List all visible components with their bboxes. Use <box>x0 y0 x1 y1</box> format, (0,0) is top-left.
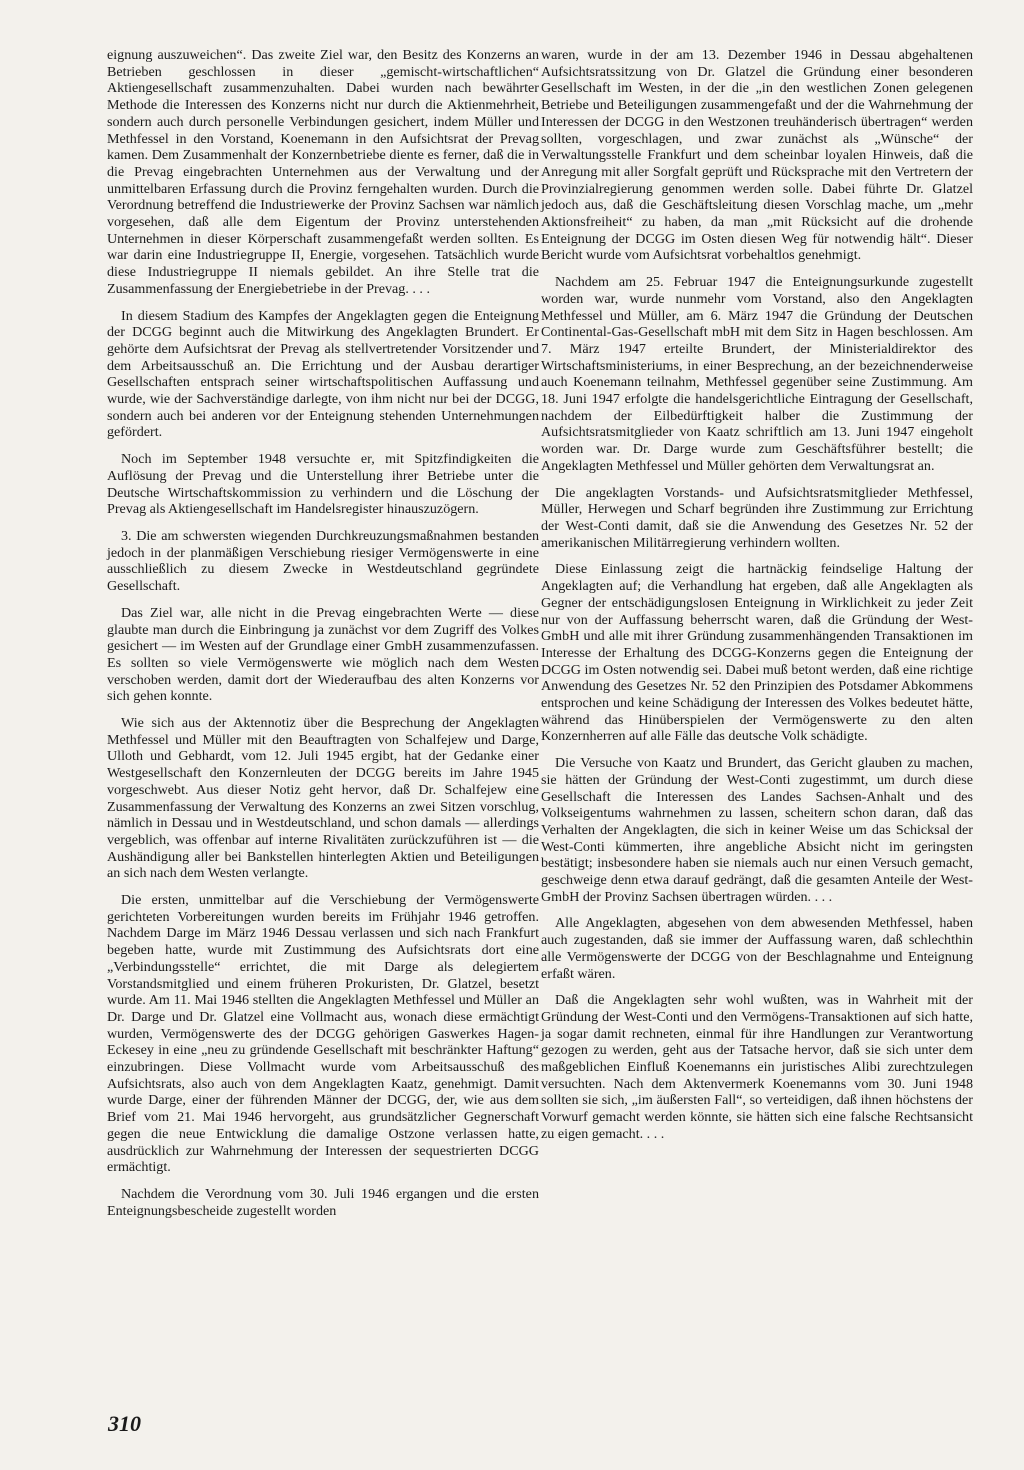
paragraph: 3. Die am schwersten wiegenden Durchkreuzungsmaßnahmen bestanden jedoch in der planmäßigen Verschiebung riesiger Vermögenswerte in eine ausschließlich zu diesem Zwecke in Westdeutschland gegründete Gesellschaft. <box>107 527 539 595</box>
left-column <box>107 47 539 1229</box>
paragraph: Nachdem am 25. Februar 1947 die Enteignungsurkunde zugestellt worden war, wurde nunmehr vom Vorstand, also den Angeklagten Methfessel und Müller, am 6. März 1947 die Gründung der Deutschen Continental-Gas-Gesellschaft mbH mit dem Sitz in Hagen beschlossen. Am 7. März 1947 erteilte Brundert, der Ministerialdirektor des Wirtschaftsministeriums, in einer Besprechung, an der bezeichnenderweise auch Koenemann teilnahm, Methfessel gegenüber seine Zustimmung. Am 18. Juni 1947 erfolgte die handelsgerichtliche Eintragung der Gesellschaft, nachdem der Eilbedürftigkeit halber die Zustimmung der Aufsichtsratsmitglieder von Kaatz schriftlich am 13. Juni 1947 eingeholt worden war. Dr. Darge wurde zum Geschäftsführer bestellt; die Angeklagten Methfessel und Müller gehörten dem Verwaltungsrat an. <box>541 274 973 474</box>
paragraph: Die Versuche von Kaatz und Brundert, das Gericht glauben zu machen, sie hätten der Gründung der West-Conti zugestimmt, um durch diese Gesellschaft die Interessen des Landes Sachsen-Anhalt und des Volkseigentums wahrnehmen zu lassen, scheitern schon daran, daß das Verhalten der Angeklagten, die sich in keiner Weise um das Schicksal der West-Conti kümmerten, ihre angebliche Absicht nicht im geringsten bestätigt; insbesondere haben sie niemals auch nur einen Versuch gemacht, geschweige denn etwa darauf gedrängt, daß die gesamten Anteile der West-GmbH der Provinz Sachsen übertragen würden. . . . <box>541 755 973 905</box>
paragraph: eignung auszuweichen“. Das zweite Ziel war, den Besitz des Konzerns an Betrieben geschlossen in dieser „gemischt-wirtschaftlichen“ Aktiengesellschaft zusammenzuhalten. Dabei wurden nach bewährter Methode die Interessen des Konzerns nicht nur durch die Aktienmehrheit, sondern auch durch personelle Verbindungen gesichert, indem Müller und Methfessel in den Vorstand, Koenemann in den Aufsichtsrat der Prevag kamen. Dem Zusammenhalt der Konzernbetriebe diente es ferner, daß die in die Prevag eingebrachten Unternehmen aus der Verwaltung und der unmittelbaren Erfassung durch die Provinz ferngehalten wurden. Durch die Verordnung betreffend die Industriewerke der Provinz Sachsen war nämlich vorgesehen, daß alle dem Eigentum der Provinz unterstehenden Unternehmen in dieser Körperschaft zusammengefaßt werden sollten. Es war darin eine Industriegruppe II, Energie, vorgesehen. Tatsächlich wurde diese Industriegruppe II niemals gebildet. An ihre Stelle trat die Zusammenfassung der Energiebetriebe in der Prevag. . . . <box>107 47 539 297</box>
paragraph: In diesem Stadium des Kampfes der Angeklagten gegen die Enteignung der DCGG beginnt auch die Mitwirkung des Angeklagten Brundert. Er gehörte dem Aufsichtsrat der Prevag als stellvertretender Vorsitzender und dem Arbeitsausschuß an. Die Errichtung und der Ausbau derartiger Gesellschaften entsprach seiner wirtschaftspolitischen Auffassung und wurde, wie der Sachverständige darlegte, von ihm nicht nur bei der DCGG, sondern auch bei anderen vor der Enteignung stehenden Unternehmungen gefördert. <box>107 307 539 441</box>
paragraph: Die angeklagten Vorstands- und Aufsichtsratsmitglieder Methfessel, Müller, Herwegen und Scharf begründen ihre Zustimmung zur Errichtung der West-Conti damit, daß sie die Anwendung des Gesetzes Nr. 52 der amerikanischen Militärregierung verhindern wollten. <box>541 484 973 551</box>
page-number: 310 <box>108 1411 141 1436</box>
paragraph: Daß die Angeklagten sehr wohl wußten, was in Wahrheit mit der Gründung der West-Conti und den Vermögens-Transaktionen auf sich hatte, ja sogar damit rechneten, einmal für ihre Handlungen zur Verantwortung gezogen zu werden, geht aus der Tatsache hervor, daß sie sich unter dem maßgeblichen Einfluß Koenemanns ein juristisches Alibi zurechtzulegen versuchten. Nach dem Aktenvermerk Koenemanns vom 30. Juni 1948 sollten sie sich, „im äußersten Fall“, so verteidigen, daß ihnen höchstens der Vorwurf gemacht werden könnte, sie hätten sich eine falsche Rechtsansicht zu eigen gemacht. . . . <box>541 992 973 1142</box>
right-column <box>541 47 973 1153</box>
paragraph: Wie sich aus der Aktennotiz über die Besprechung der Angeklagten Methfessel und Müller mit den Beauftragten von Schalfejew und Darge, Ulloth und Gebhardt, vom 12. Juli 1945 ergibt, hat der Gedanke einer Westgesellschaft den Konzernleuten der DCGG bereits im Jahre 1945 vorgeschwebt. Aus dieser Notiz geht hervor, daß Dr. Schalfejew eine Zusammenfassung der Verwaltung des Konzerns an zwei Sitzen vorschlug, nämlich in Dessau und in Westdeutschland, und schon damals — allerdings vergeblich, was offenbar auf interne Rivalitäten zurückzuführen ist — die Aushändigung aller bei Bankstellen hinterlegten Aktien und Beteiligungen an sich nach dem Westen verlangte. <box>107 715 539 882</box>
paragraph: Alle Angeklagten, abgesehen von dem abwesenden Methfessel, haben auch zugestanden, daß sie immer der Auffassung waren, daß schlechthin alle Vermögenswerte der DCGG von der Beschlagnahme und Enteignung erfaßt wären. <box>541 915 973 982</box>
paragraph: waren, wurde in der am 13. Dezember 1946 in Dessau abgehaltenen Aufsichtsratssitzung von Dr. Glatzel die Gründung einer besonderen Gesellschaft im Westen, in der die „in den westlichen Zonen gelegenen Betriebe und Beteiligungen zusammengefaßt und der die Wahrnehmung der Interessen der DCGG in den Westzonen treuhänderisch übertragen“ werden sollten, vorgeschlagen, und zwar zunächst als „Wünsche“ der Verwaltungsstelle Frankfurt und dem scheinbar loyalen Hinweis, daß die Anregung mit aller Sorgfalt geprüft und Rücksprache mit den Vertretern der Provinzialregierung genommen werden solle. Dabei führte Dr. Glatzel jedoch aus, daß die Geschäftsleitung diesen Vorschlag mache, um „mehr Aktionsfreiheit“ zu haben, da man „mit Rücksicht auf die drohende Enteignung der DCGG im Osten diesen Weg für notwendig hält“. Dieser Bericht wurde vom Aufsichtsrat vorbehaltlos genehmigt. <box>541 47 973 264</box>
paragraph: Das Ziel war, alle nicht in die Prevag eingebrachten Werte — diese glaubte man durch die Einbringung ja zunächst vor dem Zugriff des Volkes gesichert — im Westen auf der Grundlage einer GmbH zusammenzufassen. Es sollten so viele Vermögenswerte wie möglich nach dem Westen verschoben werden, damit dort der Wiederaufbau des alten Konzerns vor sich gehen konnte. <box>107 604 539 705</box>
paragraph: Nachdem die Verordnung vom 30. Juli 1946 ergangen und die ersten Enteignungsbescheide zugestellt worden <box>107 1186 539 1219</box>
paragraph: Die ersten, unmittelbar auf die Verschiebung der Vermögenswerte gerichteten Vorbereitungen wurden bereits im Frühjahr 1946 getroffen. Nachdem Darge im März 1946 Dessau verlassen und sich nach Frankfurt begeben hatte, wurde mit Zustimmung des Aufsichtsrats dort eine „Verbindungsstelle“ errichtet, die mit Darge als delegiertem Vorstandsmitglied und einem früheren Prokuristen, Dr. Glatzel, besetzt wurde. Am 11. Mai 1946 stellten die Angeklagten Methfessel und Müller an Dr. Darge und Dr. Glatzel eine Vollmacht aus, wonach diese ermächtigt wurden, Vermögenswerte des der DCGG gehörigen Gaswerkes Hagen-Eckesey in eine „neu zu gründende Gesellschaft mit beschränkter Haftung“ einzubringen. Diese Vollmacht wurde vom Arbeitsausschuß des Aufsichtsrats, also auch von dem Angeklagten Kaatz, genehmigt. Damit wurde Darge, einer der führenden Männer der DCGG, der, wie aus dem Brief vom 21. Mai 1946 hervorgeht, aus grundsätzlicher Gegnerschaft gegen die neue Entwicklung die damalige Ostzone verlassen hatte, ausdrücklich zur Wahrnehmung der Interessen der sequestrierten DCGG ermächtigt. <box>107 892 539 1176</box>
paragraph: Diese Einlassung zeigt die hartnäckig feindselige Haltung der Angeklagten auf; die Verhandlung hat ergeben, daß alle Angeklagten als Gegner der entschädigungslosen Enteignung in Wirklichkeit zu jeder Zeit nur von der Auffassung beherrscht waren, daß die Gründung der West-GmbH und alle mit ihrer Gründung zusammenhängenden Transaktionen im Interesse der Erhaltung des DCGG-Konzerns gegen die Enteignung der DCGG im Osten notwendig sei. Dabei muß betont werden, daß eine richtige Anwendung des Gesetzes Nr. 52 den Prinzipien des Potsdamer Abkommens entsprochen und keine Schädigung der Interessen des Volkes bedeutet hätte, während das Hinüberspielen der Vermögenswerte zu den alten Konzernherren auf alle Fälle das deutsche Volk schädigte. <box>541 561 973 745</box>
paragraph: Noch im September 1948 versuchte er, mit Spitzfindigkeiten die Auflösung der Prevag und die Unterstellung ihrer Betriebe unter die Deutsche Wirtschaftskommission zu verhindern und die Löschung der Prevag als Aktiengesellschaft im Handelsregister hinauszuzögern. <box>107 451 539 518</box>
